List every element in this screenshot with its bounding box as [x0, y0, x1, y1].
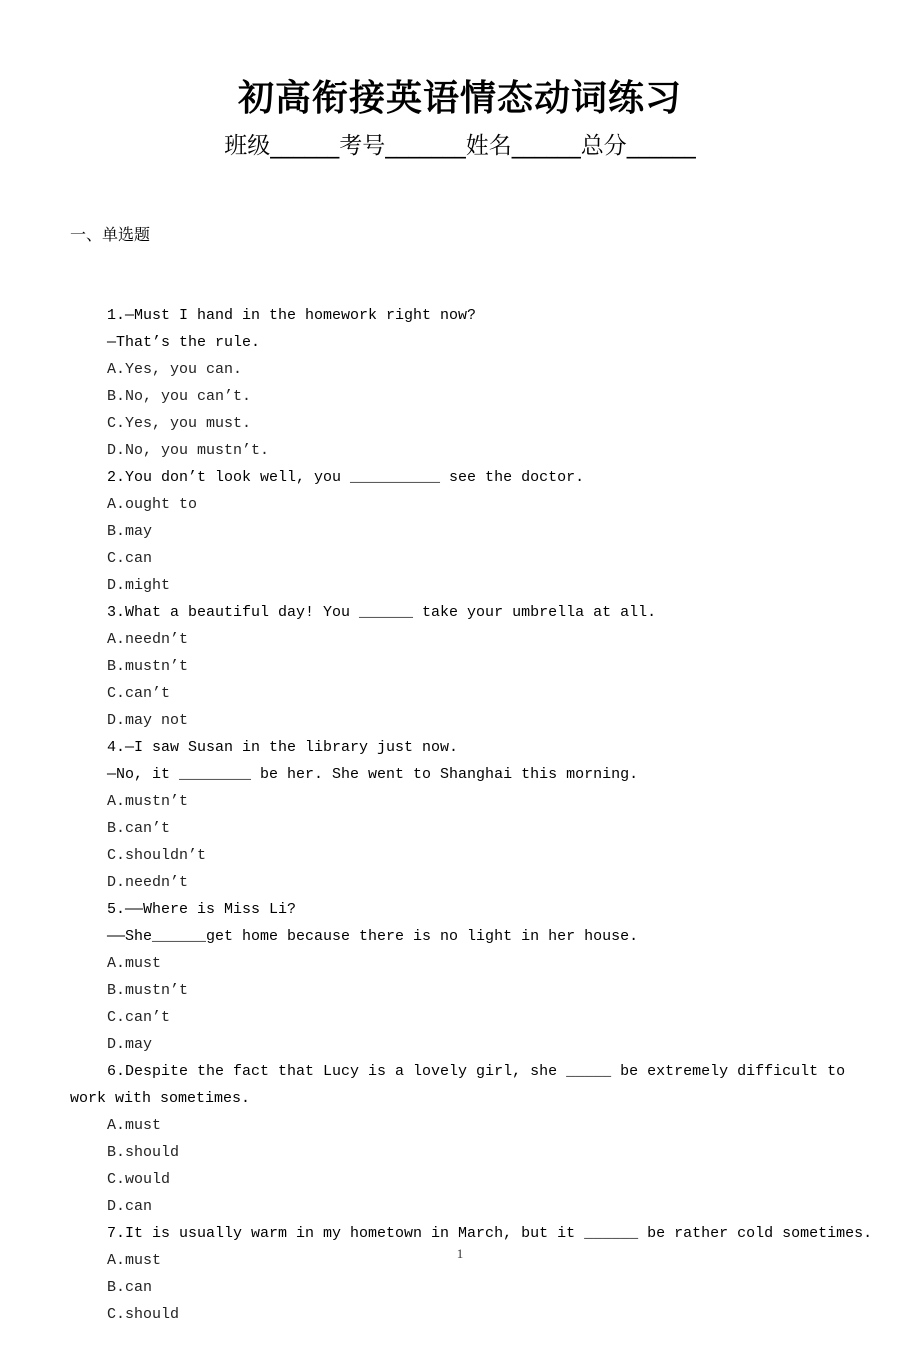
answer-option: A.must [107, 955, 162, 972]
answer-option: D.needn’t [107, 874, 189, 891]
question-4 [70, 734, 870, 896]
question-2 [70, 464, 870, 599]
question-6 [70, 1058, 870, 1220]
question-1 [70, 302, 870, 464]
answer-option: B.can’t [107, 820, 171, 837]
question-stem: 2.You don’t look well, you __________ see the doctor. [107, 469, 585, 486]
answer-option: D.can [107, 1198, 153, 1215]
answer-option: C.can’t [107, 685, 171, 702]
exercise-content [70, 167, 873, 1355]
answer-option: C.should [107, 1306, 180, 1323]
question-5 [70, 896, 870, 1058]
answer-option: C.can [107, 550, 153, 567]
answer-option: C.can’t [107, 1009, 171, 1026]
question-stem: 1.—Must I hand in the homework right now? [107, 307, 477, 324]
answer-option: D.may [107, 1036, 153, 1053]
answer-option: A.mustn’t [107, 793, 189, 810]
answer-option: C.Yes, you must. [107, 415, 252, 432]
answer-option: D.No, you mustn’t. [107, 442, 270, 459]
answer-option: A.must [107, 1252, 162, 1269]
answer-option: B.mustn’t [107, 658, 189, 675]
page-number: 1 [456, 1246, 464, 1261]
question-stem: —That’s the rule. [107, 334, 261, 351]
question-stem: 7.It is usually warm in my hometown in March, but it ______ be rather cold sometimes. [107, 1225, 873, 1242]
question-stem: 5.——Where is Miss Li? [107, 901, 297, 918]
question-stem: 4.—I saw Susan in the library just now. [107, 739, 459, 756]
question-7 [70, 1220, 873, 1328]
answer-option: B.can [107, 1279, 153, 1296]
question-stem-continuation: work with sometimes. [70, 1090, 251, 1107]
answer-option: A.must [107, 1117, 162, 1134]
answer-option: B.may [107, 523, 153, 540]
answer-option: B.mustn’t [107, 982, 189, 999]
question-stem: ——She______get home because there is no light in her house. [107, 928, 639, 945]
question-stem: 6.Despite the fact that Lucy is a lovely girl, she _____ be extremely difficult to [107, 1063, 846, 1080]
answer-option: A.needn’t [107, 631, 189, 648]
answer-option: B.No, you can’t. [107, 388, 252, 405]
question-3 [70, 599, 870, 734]
answer-option: D.might [107, 577, 171, 594]
answer-option: A.Yes, you can. [107, 361, 243, 378]
answer-option: A.ought to [107, 496, 198, 513]
answer-option: D.may not [107, 712, 189, 729]
page-title: 初高衔接英语情态动词练习 [237, 78, 682, 119]
answer-option: B.should [107, 1144, 180, 1161]
question-stem: 3.What a beautiful day! You ______ take your umbrella at all. [107, 604, 657, 621]
section-heading: 一、单选题 [70, 225, 151, 244]
question-stem: —No, it ________ be her. She went to Shanghai this morning. [107, 766, 639, 783]
answer-option: C.would [107, 1171, 171, 1188]
answer-option: C.shouldn’t [107, 847, 207, 864]
question-list [70, 302, 873, 1328]
student-info-line: 班级______考号_______姓名______总分______ [224, 133, 696, 159]
